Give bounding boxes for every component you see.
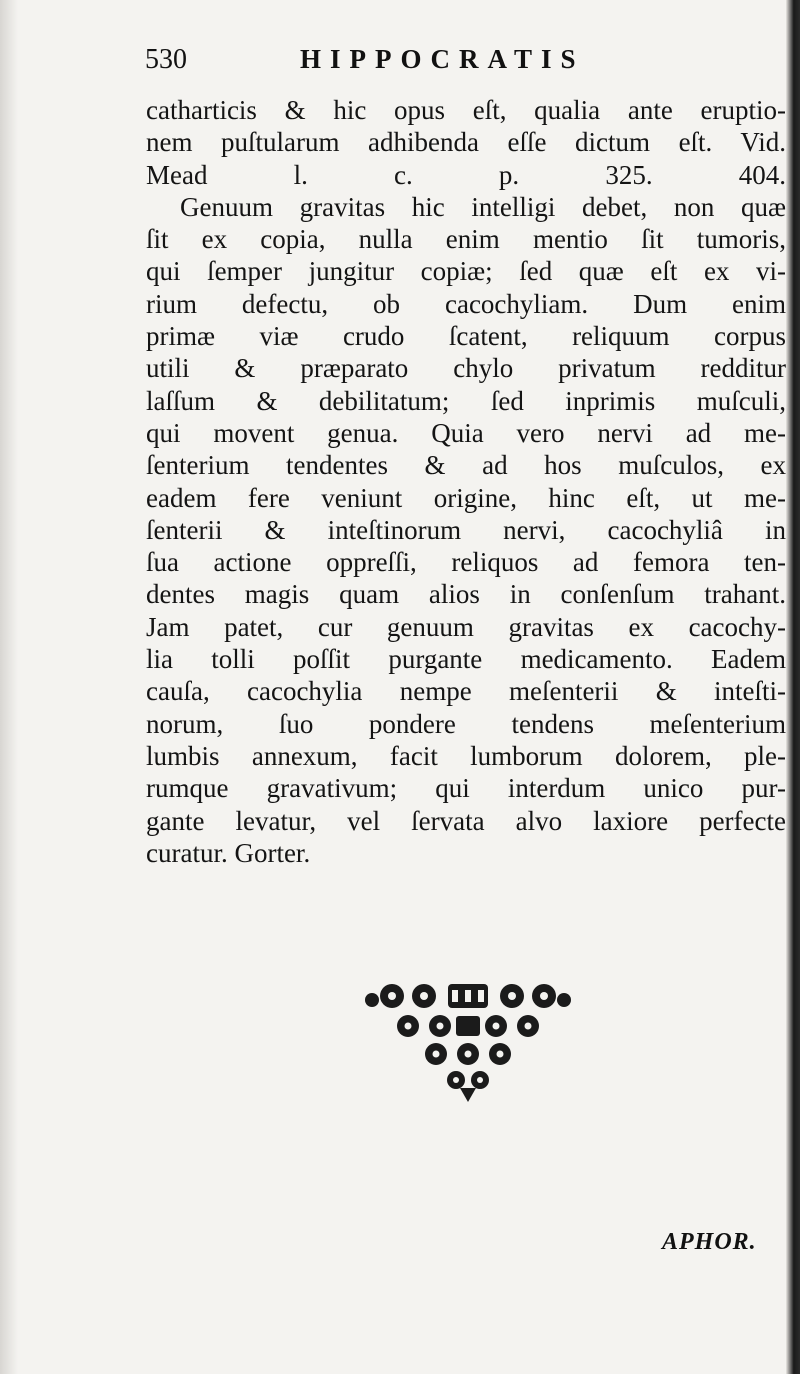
text-line: ſua actione oppreſſi, reliquos ad femora ten- bbox=[146, 547, 786, 578]
printer-ornament-icon bbox=[352, 978, 584, 1104]
text-line: qui movent genua. Quia vero nervi ad me- bbox=[146, 417, 786, 448]
text-line: primæ viæ crudo ſcatent, reliquum corpus bbox=[146, 321, 786, 352]
text-line: ſit ex copia, nulla enim mentio ſit tumoris, bbox=[146, 224, 786, 255]
page-gutter bbox=[0, 0, 18, 1374]
text-line: Mead l. c. p. 325. 404. bbox=[146, 159, 786, 190]
text-line: utili & præparato chylo privatum redditur bbox=[146, 353, 786, 384]
text-line: eadem fere veniunt origine, hinc eſt, ut me- bbox=[146, 482, 786, 513]
text-line: catharticis & hic opus eſt, qualia ante eruptio- bbox=[146, 95, 786, 125]
text-line: Genuum gravitas hic intelligi debet, non quæ bbox=[180, 191, 786, 222]
page-header bbox=[145, 44, 665, 84]
page-edge bbox=[786, 0, 800, 1374]
text-line: nem puſtularum adhibenda eſſe dictum eſt. Vid. bbox=[146, 127, 786, 158]
text-line: ſenterii & inteſtinorum nervi, cacochyliâ in bbox=[146, 514, 786, 545]
body-text bbox=[146, 94, 786, 869]
text-line: Jam patet, cur genuum gravitas ex cacochy- bbox=[146, 611, 786, 642]
text-line: curatur. Gorter. bbox=[146, 837, 311, 868]
text-line: laſſum & debilitatum; ſed inprimis muſculi, bbox=[146, 385, 786, 416]
running-head: HIPPOCRATIS bbox=[300, 44, 585, 74]
text-line: rumque gravativum; qui interdum unico pur- bbox=[146, 773, 786, 804]
text-line: gante levatur, vel ſervata alvo laxiore perfecte bbox=[146, 805, 786, 836]
catchword: APHOR. bbox=[662, 1229, 757, 1255]
text-line: lia tolli poſſit purgante medicamento. Eadem bbox=[146, 644, 786, 675]
text-line: norum, ſuo pondere tendens meſenterium bbox=[146, 708, 786, 739]
text-line: cauſa, cacochylia nempe meſenterii & inteſti- bbox=[146, 676, 786, 707]
text-line: lumbis annexum, facit lumborum dolorem, ple- bbox=[146, 740, 786, 771]
text-line: rium defectu, ob cacochyliam. Dum enim bbox=[146, 288, 786, 319]
text-line: ſenterium tendentes & ad hos muſculos, ex bbox=[146, 450, 786, 481]
text-line: dentes magis quam alios in conſenſum trahant. bbox=[146, 579, 786, 610]
text-line: qui ſemper jungitur copiæ; ſed quæ eſt ex vi- bbox=[146, 256, 786, 287]
page-number: 530 bbox=[145, 44, 187, 75]
